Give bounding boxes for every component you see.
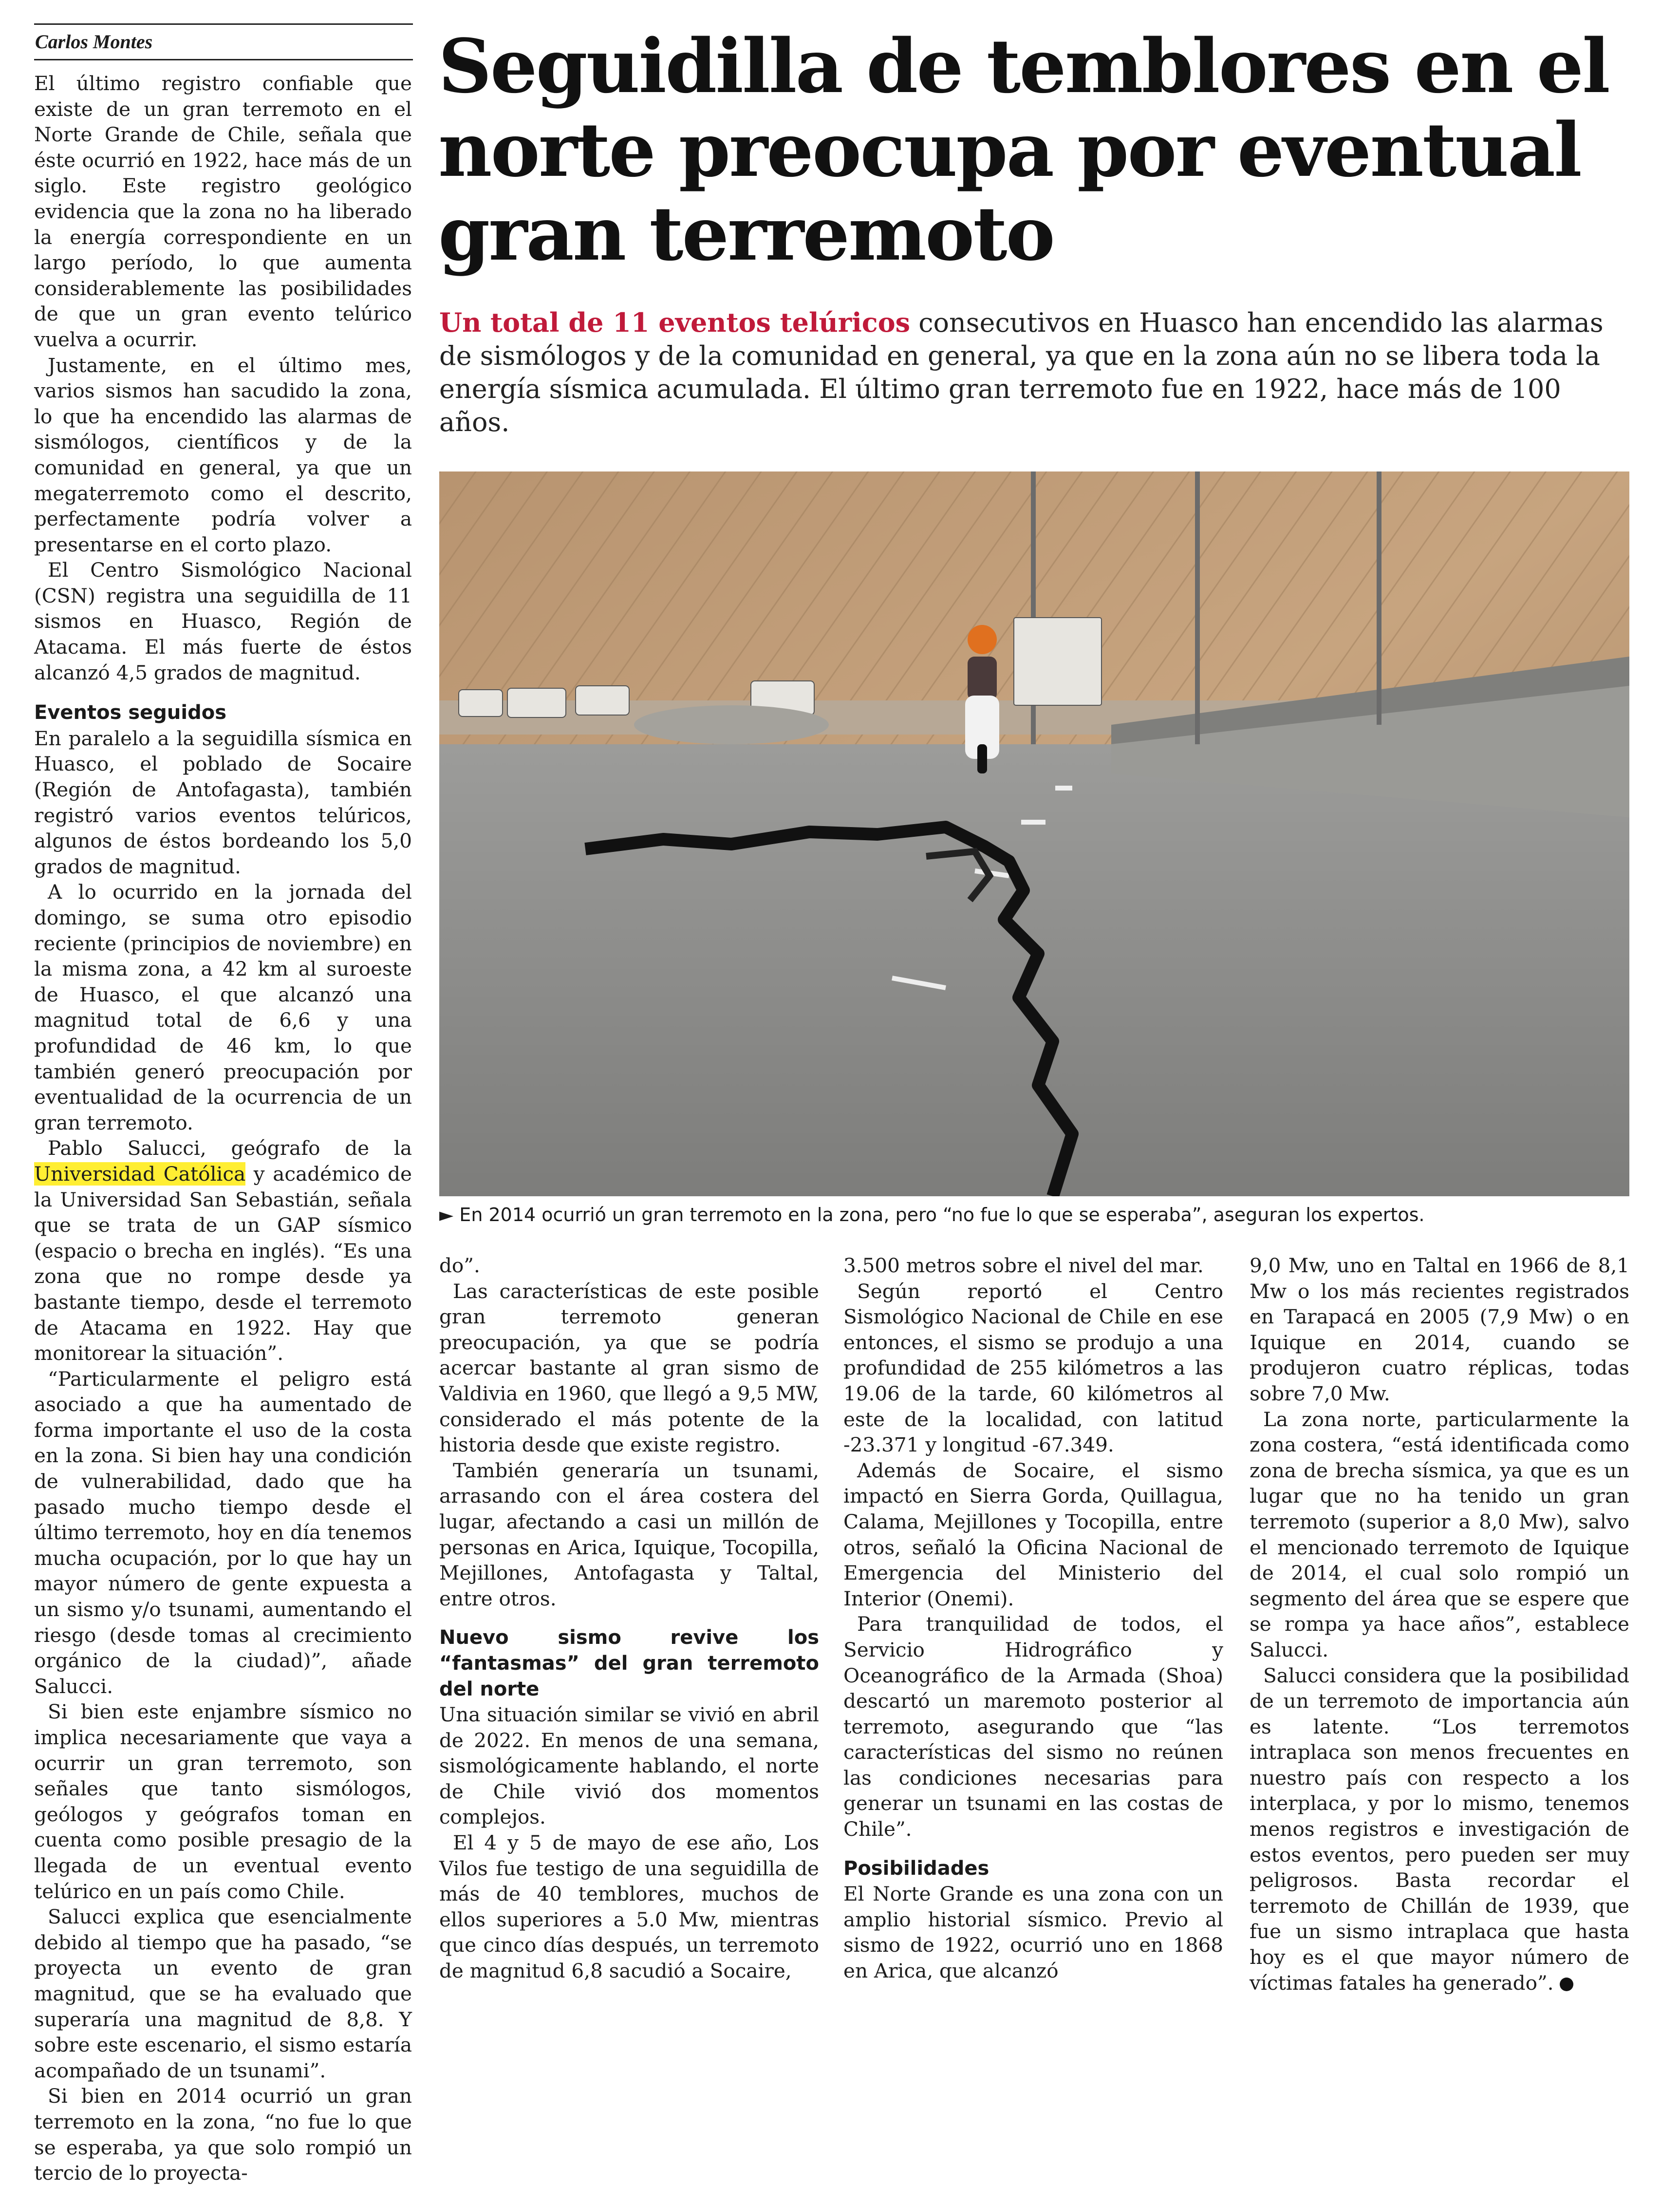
paragraph: La zona norte, particularmente la zona costera, “está identificada como zona de brecha sísmica, ya que es un lugar que no ha tenido un gran terremoto (superior a 8,0 Mw), salvo el mencionado terremoto de Iquique de 2014, el cual solo rompió un segmento del área que se espere que se rompa ya hace años”, establece Salucci. <box>1250 1407 1629 1661</box>
paragraph: 3.500 metros sobre el nivel del mar. <box>843 1254 1204 1277</box>
highlighted-text: Universidad Católica <box>34 1162 246 1186</box>
paragraph: Una situación similar se vivió en abril de 2022. En menos de una semana, sismológicamente hablando, el norte de Chile vivió dos momentos complejos. <box>439 1703 819 1829</box>
text-span: Salucci considera que la posibilidad de un terremoto de importancia aún es latente. “Los terremotos intraplaca son menos frecuentes en nuestro país con respecto a los interplaca, y por lo mismo, tenemos menos registros e investigación de estos eventos, pero pueden ser muy peligrosos. Basta recordar el terremoto de Chillán de 1939, que fue un sismo intraplaca que hasta hoy es el que mayor número de víctimas fatales ha generado”. <box>1250 1663 1629 1995</box>
paragraph: También generaría un tsunami, arrasando con el área costera del lugar, afectando a casi un millón de personas en Arica, Iquique, Tocopilla, Mejillones, Antofagasta y Taltal, entre otros. <box>439 1458 819 1610</box>
paragraph: En paralelo a la seguidilla sísmica en Huasco, el poblado de Socaire (Región de Antofagasta), también registró varios eventos telúricos, algunos de éstos bordeando los 5,0 grados de magnitud. <box>34 726 412 878</box>
lead-paragraph <box>439 306 1632 439</box>
paragraph: Si bien este enjambre sísmico no implica necesariamente que vaya a ocurrir un gran terremoto, son señales que tanto sismólogos, geólogos y geógrafos toman en cuenta como posible presagio de la llegada de un eventual evento telúrico en un país como Chile. <box>34 1700 412 1903</box>
byline: Carlos Montes <box>34 23 413 60</box>
paragraph <box>1250 1663 1629 1996</box>
paragraph: Para tranquilidad de todos, el Servicio Hidrográfico y Oceanográfico de la Armada (Shoa) descartó un maremoto posterior al terremoto, asegurando que “las características del sismo no reúnen las condiciones necesarias para generar un tsunami en las costas de Chile”. <box>843 1612 1223 1841</box>
paragraph: Salucci explica que esencialmente debido al tiempo que ha pasado, “se proyecta un evento de gran magnitud, que se ha evaluado que superaría una magnitud de 8,8. Y sobre este escenario, el sismo estaría acompañado de un tsunami”. <box>34 1905 412 2082</box>
paragraph: El Centro Sismológico Nacional (CSN) registra una seguidilla de 11 sismos en Huasco, Región de Atacama. El más fuerte de éstos alcanzó 4,5 grados de magnitud. <box>34 558 412 684</box>
paragraph: 9,0 Mw, uno en Taltal en 1966 de 8,1 Mw o los más recientes registrados en Tarapacá en 2005 (7,9 Mw) o en Iquique en 2014, cuando se produjeron cuatro réplicas, todas sobre 7,0 Mw. <box>1250 1254 1629 1405</box>
subheading-posibilidades: Posibilidades <box>843 1857 989 1880</box>
paragraph: Además de Socaire, el sismo impactó en Sierra Gorda, Quillagua, Calama, Mejillones y Tocopilla, entre otros, señaló la Oficina Nacional de Emergencia del Ministerio del Interior (Onemi). <box>843 1458 1223 1610</box>
article-column-1 <box>34 71 412 2186</box>
article-column-2 <box>439 1253 819 1984</box>
paragraph: El último registro confiable que existe de un gran terremoto en el Norte Grande de Chile, señala que éste ocurrió en 1922, hace más de un siglo. Este registro geológico evidencia que la zona no ha liberado la energía correspondiente en un largo período, lo que aumenta considerablemente las posibilidades de que un gran evento telúrico vuelva a ocurrir. <box>34 72 412 351</box>
paragraph: El 4 y 5 de mayo de ese año, Los Vilos fue testigo de una seguidilla de más de 40 temblores, muchos de ellos superiores a 5.0 Mw, mientras que cinco días después, un terremoto de magnitud 6,8 sacudió a Socaire, <box>439 1831 819 1983</box>
paragraph: Si bien en 2014 ocurrió un gran terremoto en la zona, “no fue lo que se esperaba, ya que solo rompió un tercio de lo proyecta- <box>34 2084 412 2185</box>
lead-highlight: Un total de 11 eventos telúricos <box>439 307 911 338</box>
paragraph: Según reportó el Centro Sismológico Nacional de Chile en ese entonces, el sismo se produjo a una profundidad de 255 kilómetros a las 19.06 de la tarde, 60 kilómetros al este de la localidad, con latitud -23.371 y longitud -67.349. <box>843 1279 1223 1457</box>
text-span: Pablo Salucci, geógrafo de la <box>48 1136 412 1160</box>
paragraph: A lo ocurrido en la jornada del domingo, se suma otro episodio reciente (principios de noviembre) en la misma zona, a 42 km al suroeste de Huasco, el que alcanzó una magnitud total de 6,6 y una profundidad de 46 km, lo que también generó preocupación por eventualidad de la ocurrencia de un gran terremoto. <box>34 880 412 1134</box>
paragraph: Las características de este posible gran terremoto generan preocupación, ya que se podría acercar bastante al gran sismo de Valdivia en 1960, que llegó a 9,5 MW, considerado el más potente de la historia desde que existe registro. <box>439 1279 819 1457</box>
text-span: y académico de la Universidad San Sebastián, señala que se trata de un GAP sísmico (espacio o brecha en inglés). “Es una zona que no rompe desde ya bastante tiempo, desde el terremoto de Atacama en 1922. Hay que monitorear la situación”. <box>34 1162 412 1365</box>
end-bullet-icon <box>1560 1978 1573 1991</box>
paragraph: El Norte Grande es una zona con un amplio historial sísmico. Previo al sismo de 1922, ocurrió uno en 1868 en Arica, que alcanzó <box>843 1882 1223 1983</box>
lead-text: consecutivos en Huasco han encendido las alarmas de sismólogos y de la comunidad en general, ya que en la zona aún no se libera toda la energía sísmica acumulada. El último gran terremoto fue en 1922, hace más de 100 años. <box>439 307 1604 437</box>
paragraph: “Particularmente el peligro está asociado a que ha aumentado de forma importante el uso de la costa en la zona. Si bien hay una condición de vulnerabilidad, dado que ha pasado mucho tiempo desde el último terremoto, hoy en día tenemos mucha ocupación, por lo que hay un mayor número de gente expuesta a un sismo y/o tsunami, aumentando el riesgo (desde tomas al crecimiento orgánico de la ciudad)”, añade Salucci. <box>34 1367 412 1698</box>
article-column-4 <box>1250 1253 1629 1996</box>
paragraph: Justamente, en el último mes, varios sismos han sacudido la zona, lo que ha encendido las alarmas de sismólogos, científicos y de la comunidad en general, ya que un megaterremoto como el descrito, perfectamente podría volver a presentarse en el corto plazo. <box>34 353 412 556</box>
article-photo <box>439 471 1629 1196</box>
headline: Seguidilla de temblores en el norte preocupa por eventual gran terremoto <box>438 22 1609 277</box>
subheading-nuevo-sismo: Nuevo sismo revive los “fantasmas” del gran terremoto del norte <box>439 1626 819 1700</box>
subheading-eventos-seguidos: Eventos seguidos <box>34 701 227 724</box>
photo-caption: ► En 2014 ocurrió un gran terremoto en la zona, pero “no fue lo que se esperaba”, aseguran los expertos. <box>439 1204 1425 1225</box>
article-column-3 <box>843 1253 1223 1984</box>
paragraph: do”. <box>439 1254 480 1277</box>
paragraph <box>34 1135 412 1366</box>
